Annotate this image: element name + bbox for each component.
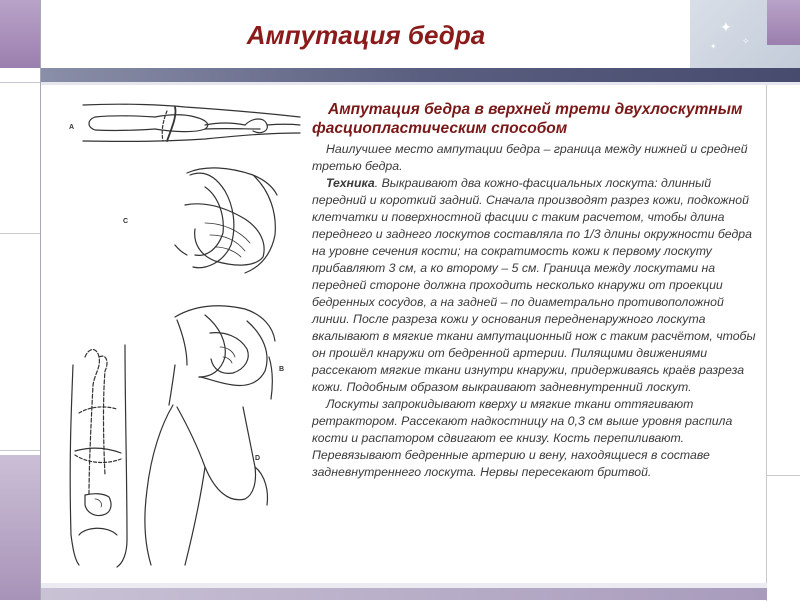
figure-label-d: D — [255, 455, 261, 462]
left-decor-block-bottom — [0, 455, 40, 600]
right-decor-block — [766, 85, 800, 156]
sparkle-icon: ✦ — [710, 42, 717, 51]
amputation-drawing — [55, 95, 305, 575]
figure-label-b: B — [279, 366, 285, 373]
left-decor-column — [0, 0, 40, 600]
technique-term: Техника — [326, 176, 375, 190]
content-heading-text: Ампутация бедра в верхней трети двухлоскутным фасциопластическим способом — [312, 101, 743, 137]
right-decor-block — [766, 475, 800, 601]
sparkle-icon: ✧ — [742, 36, 750, 46]
amputation-illustration — [55, 95, 305, 575]
content-heading — [312, 100, 760, 138]
panel-c-drawing — [175, 168, 277, 273]
paragraph-2-text: . Выкраивают два кожно-фасциальных лоскута: длинный передний и короткий задний. Сначала производят разрез кожи, подкожной клетчатки и поверхностной фасции с таким расчетом, чтобы длина переднего и заднего лоскутов составляла по 1/3 длины окружности бедра на уровне сечения кости; на сократимость кожи к первому лоскуту прибавляют 3 см, а ко второму – 5 см. Граница между лоскутами на передней стороне должна проходить несколько кнаружи от проекции бедренных сосудов, а на задней – по диаметрально противоположной линии. После разреза кожи у основания передненаружного лоскута вкалывают в мягкие ткани ампутационный нож с таким расчётом, чтобы он прошёл кнаружи от бедренной артерии. Пилящими движениями рассекают мягкие ткани изнутри кнаружи, придерживаясь краёв разреза кожи. Подобным образом выкраивают задневнутренний лоскут. — [312, 176, 756, 394]
paragraph-3 — [312, 396, 760, 481]
left-decor-block — [0, 240, 40, 451]
left-decor-block — [0, 82, 40, 234]
sparkle-icon: ✦ — [720, 19, 732, 35]
paragraph-2 — [312, 175, 760, 396]
figure-label-c: C — [123, 218, 129, 225]
paragraph-1-text: Наилучшее место ампутации бедра – граница между нижней и средней третью бедра. — [312, 142, 748, 173]
panel-a-drawing — [83, 104, 300, 141]
footer-band — [41, 588, 767, 600]
right-decor-block — [766, 155, 800, 475]
leg-anatomy-drawing — [70, 345, 127, 567]
header-band-light — [41, 82, 800, 85]
corner-square — [767, 0, 800, 45]
paragraph-1 — [312, 141, 760, 175]
left-decor-block-top — [0, 0, 40, 68]
paragraph-3-text: Лоскуты запрокидывают кверху и мягкие ткани оттягивают ретрактором. Рассекают надкостницу на 0,3 см выше уровня распила кости и распатором сдвигают ее книзу. Кость перепиливают. Перевязывают бедренные артерию и вену, находящиеся в составе задневнутреннего лоскута. Нервы пересекают бритвой. — [312, 397, 733, 479]
content-text — [312, 100, 760, 481]
figure-label-a: A — [69, 124, 75, 131]
header-band — [41, 68, 800, 82]
panel-b-drawing — [169, 306, 275, 405]
panel-d-drawing — [145, 405, 268, 565]
left-divider — [40, 0, 41, 600]
slide-title: Ампутация бедра — [246, 20, 486, 50]
corner-decoration — [690, 0, 800, 68]
